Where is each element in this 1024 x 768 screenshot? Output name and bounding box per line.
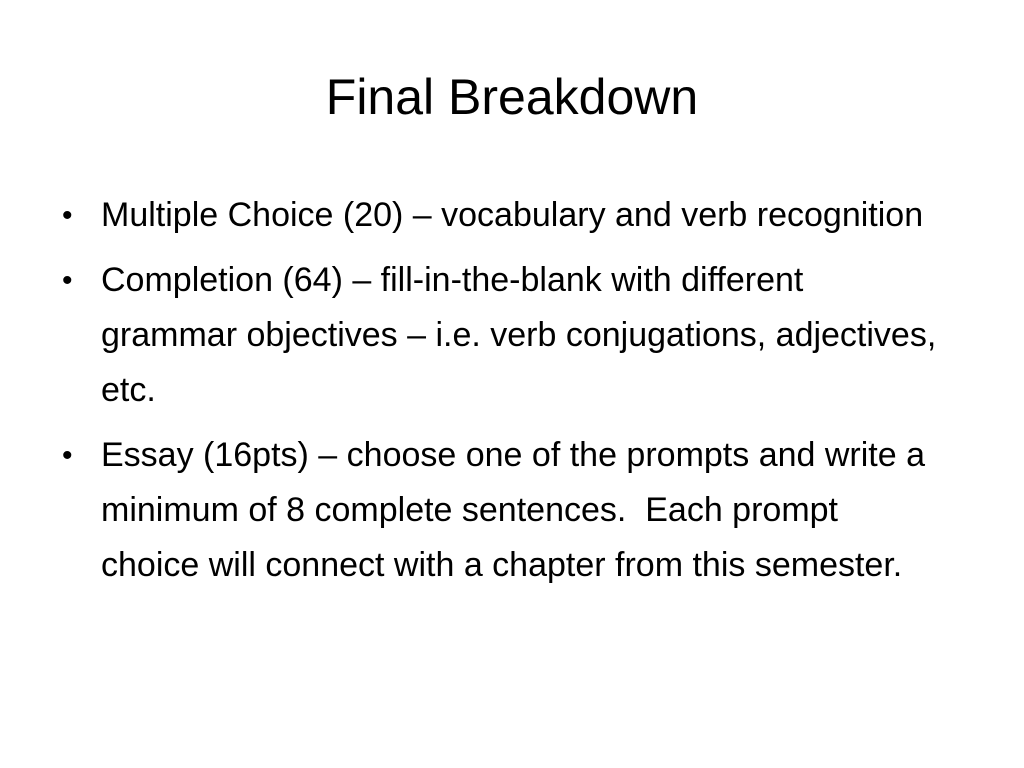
- bullet-icon: •: [62, 439, 73, 472]
- slide-title: Final Breakdown: [325, 69, 699, 125]
- bullet-icon: •: [62, 264, 73, 297]
- bullet-text: Multiple Choice (20) – vocabulary and verb recognition: [101, 196, 924, 234]
- bullet-list: [58, 188, 946, 603]
- bullet-text: Essay (16pts) – choose one of the prompts and write a minimum of 8 complete sentences. Each prompt choice will connect with a chapter from this semester.: [101, 436, 935, 584]
- bullet-item: [58, 188, 938, 243]
- bullet-text: Completion (64) – fill-in-the-blank with different grammar objectives – i.e. verb conjugations, adjectives, etc.: [101, 261, 946, 409]
- bullet-icon: •: [62, 199, 73, 232]
- bullet-item: [58, 428, 938, 593]
- bullet-item: [58, 253, 946, 418]
